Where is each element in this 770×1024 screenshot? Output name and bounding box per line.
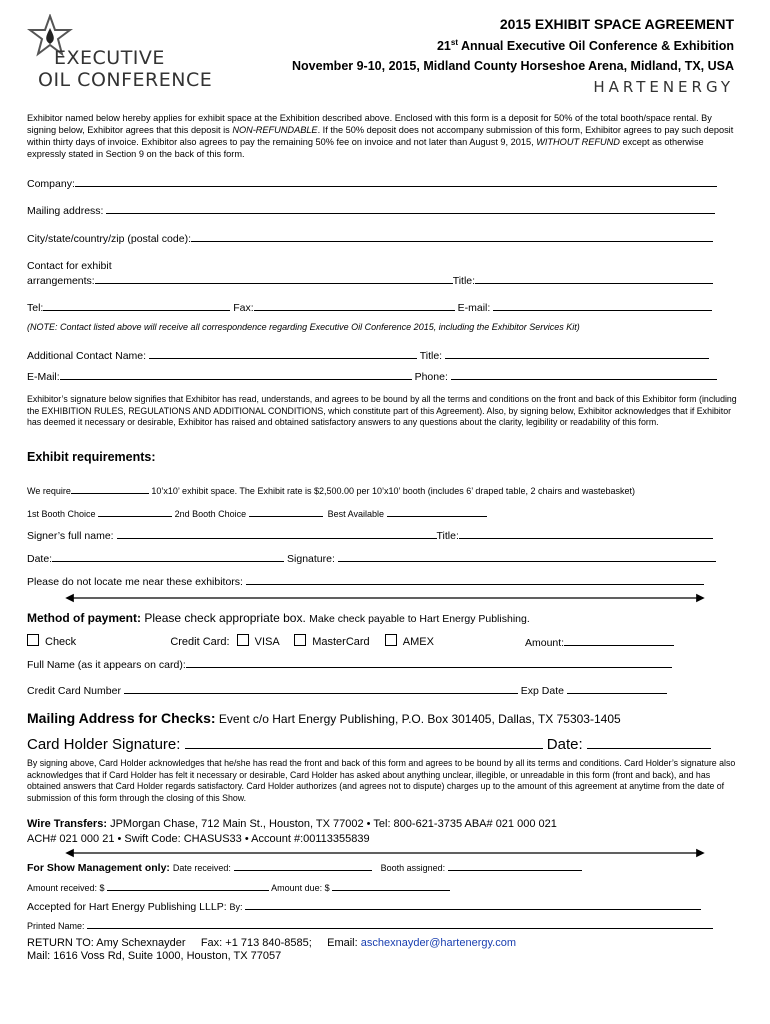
logo-line-2: OIL CONFERENCE	[38, 69, 213, 91]
visa-checkbox[interactable]	[237, 634, 249, 646]
conference-subtitle: 21st Annual Executive Oil Conference & Exhibition	[436, 38, 734, 54]
logo-line-1: EXECUTIVE	[54, 47, 165, 69]
return-mail-address: Mail: 1616 Voss Rd, Suite 1000, Houston, TX 77057	[27, 950, 282, 962]
phone-fax-email-row[interactable]: Tel: Fax: E-mail:	[27, 300, 712, 314]
booth-choice-row[interactable]: 1st Booth Choice 2nd Booth Choice Best Available	[27, 506, 487, 519]
check-option[interactable]: Check	[27, 636, 76, 648]
contact-field[interactable]: arrangements: Title:	[27, 273, 713, 287]
payment-heading: Method of payment: Please check appropriate box. Make check payable to Hart Energy Publishing.	[27, 611, 530, 625]
cardholder-name-field[interactable]: Full Name (as it appears on card):	[27, 657, 672, 671]
additional-contact-field[interactable]: Additional Contact Name: Title:	[27, 348, 709, 362]
wire-transfer-line-1: Wire Transfers: JPMorgan Chase, 712 Main St., Houston, TX 77002 • Tel: 800-621-3735 ABA# 021 000 021	[27, 818, 557, 830]
accepted-by-field[interactable]: Accepted for Hart Energy Publishing LLLP: By:	[27, 899, 701, 913]
amount-received-row[interactable]: Amount received: $ Amount due: $	[27, 880, 450, 893]
city-state-field[interactable]: City/state/country/zip (postal code):	[27, 231, 713, 245]
payment-options-row: Check Credit Card: VISA MasterCard AMEX	[27, 634, 434, 648]
divider-arrow	[12, 592, 758, 604]
signer-name-field[interactable]: Signer’s full name: Title:	[27, 528, 713, 542]
check-checkbox[interactable]	[27, 634, 39, 646]
signature-agreement-paragraph: Exhibitor’s signature below signifies that Exhibitor has read, understands, and agrees to be bound by all the terms and conditions on the front and back of this Exhibitor form (including the EXHIBITION RULES, REGULATIONS AND ADDITIONAL CONDITIONS, which constitute part of this Agreement). Also, by signing below, Exhibitor acknowledges that if Exhibitor has deemed it necessary or desirable, Exhibitor has raised and obtained satisfactory answers to any questions about the clarity, legibility or readability of this form.	[27, 394, 737, 427]
amount-field[interactable]: Amount:	[525, 635, 674, 649]
wire-transfer-line-2: ACH# 021 000 21 • Swift Code: CHASUS33 • Account #:00113355839	[27, 833, 370, 845]
contact-note: (NOTE: Contact listed above will receive all correspondence regarding Executive Oil Conference 2015, including the Exhibitor Services Kit)	[27, 322, 580, 332]
booth-quantity-field[interactable]: We require 10’x10’ exhibit space. The Exhibit rate is $2,500.00 per 10’x10’ booth (includes 6’ draped table, 2 chairs and wastebasket)	[27, 483, 635, 496]
mailing-address-checks: Mailing Address for Checks: Event c/o Hart Energy Publishing, P.O. Box 301405, Dallas, TX 75303-1405	[27, 710, 621, 726]
intro-paragraph: Exhibitor named below hereby applies for exhibit space at the Exhibition described above. Enclosed with this form is a deposit for 50% of the total booth/space rental. By signing below, Exhibitor agrees that this deposit is NON-REFUNDABLE. If the 50% deposit does not accompany submission of this form, Exhibitor agrees to pay such deposit within thirty days of invoice. Exhibitor also agrees to pay the remaining 50% fee on invoice and not later than August 9, 2015, WITHOUT REFUND except as otherwise expressly stated in Section 9 on the back of this form.	[27, 113, 734, 159]
mailing-address-field[interactable]: Mailing address:	[27, 203, 715, 217]
page-title: 2015 EXHIBIT SPACE AGREEMENT	[499, 16, 734, 32]
card-number-field[interactable]: Credit Card Number Exp Date	[27, 683, 667, 697]
email-link[interactable]: aschexnayder@hartenergy.com	[360, 937, 516, 949]
mastercard-checkbox[interactable]	[294, 634, 306, 646]
return-to-line: RETURN TO: Amy Schexnayder Fax: +1 713 840-8585; Email: aschexnayder@hartenergy.com	[27, 937, 516, 949]
cardholder-signature-field[interactable]: Card Holder Signature: Date:	[27, 734, 711, 753]
contact-label: Contact for exhibit	[27, 260, 112, 272]
show-management-row: For Show Management only: Date received: Booth assigned:	[27, 860, 582, 874]
conference-logo	[26, 14, 216, 94]
exhibit-requirements-heading: Exhibit requirements:	[27, 450, 156, 464]
divider-arrow	[12, 847, 758, 859]
conference-dates: November 9-10, 2015, Midland County Horseshoe Arena, Midland, TX, USA	[292, 59, 734, 73]
company-field[interactable]: Company:	[27, 176, 717, 190]
cardholder-agreement-paragraph: By signing above, Card Holder acknowledges that he/she has read the front and back of this form and agrees to be bound by all its terms and conditions. Card Holder’s signature also acknowledges that if Card Holder has felt it necessary or desirable, Card Holder has asked about anything unclear, illegible, or unreadable in this form (front and back), and has obtained answers that Card Holder regards satisfactory. Card Holder authorizes (and agrees not to dispute) charges up to the amount of this agreement at anytime from the date of submission of this form through the closing of this Show.	[27, 758, 736, 803]
additional-email-field[interactable]: E-Mail: Phone:	[27, 369, 717, 383]
amex-checkbox[interactable]	[385, 634, 397, 646]
date-signature-row[interactable]: Date: Signature:	[27, 551, 716, 565]
brand-name: HARTENERGY	[593, 78, 734, 96]
exclude-exhibitors-field[interactable]: Please do not locate me near these exhibitors:	[27, 574, 704, 588]
printed-name-field[interactable]: Printed Name:	[27, 918, 713, 931]
